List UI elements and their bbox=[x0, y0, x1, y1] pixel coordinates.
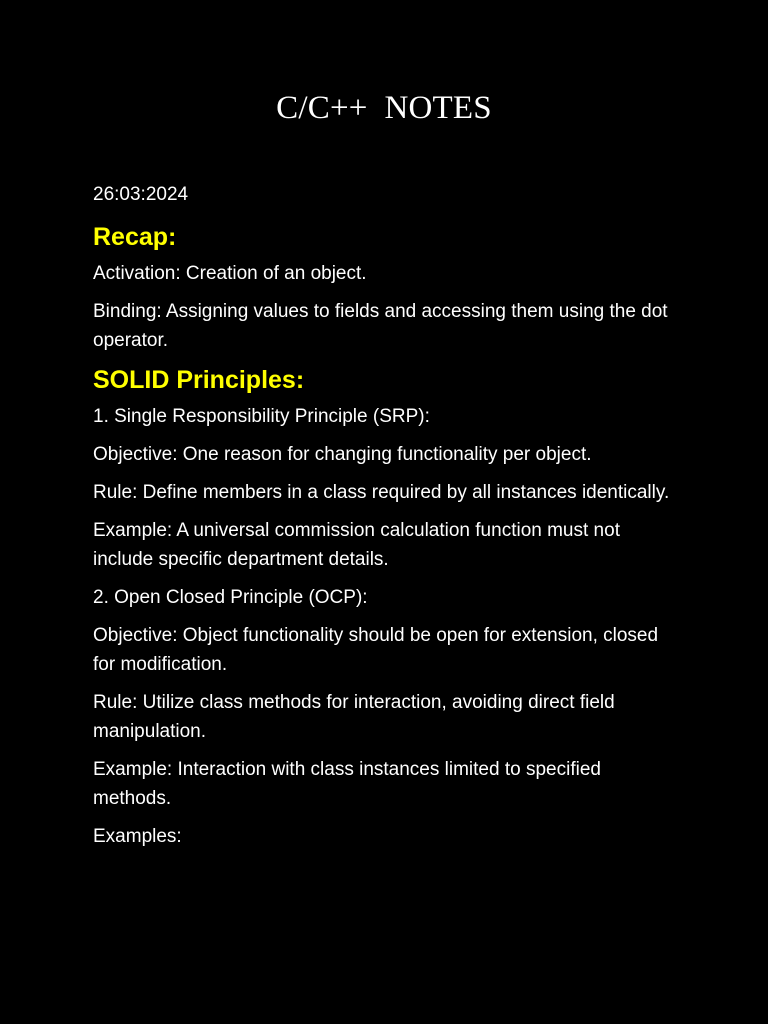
paragraph-activation: Activation: Creation of an object. bbox=[93, 263, 367, 284]
date-text: 26:03:2024 bbox=[93, 184, 189, 205]
paragraph-ocp-rule: Rule: Utilize class methods for interaction, avoiding direct field manipulation. bbox=[93, 692, 615, 742]
paragraph-ocp-objective: Objective: Object functionality should be open for extension, closed for modification. bbox=[93, 625, 659, 675]
paragraph-ocp-example: Example: Interaction with class instances limited to specified methods. bbox=[93, 759, 601, 809]
page-title: C/C++ NOTES bbox=[276, 90, 492, 126]
paragraph-srp-title: 1. Single Responsibility Principle (SRP): bbox=[93, 406, 430, 427]
section-heading-solid: SOLID Principles: bbox=[93, 366, 305, 394]
paragraph-srp-example: Example: A universal commission calculation function must not include specific department details. bbox=[93, 520, 620, 570]
paragraph-examples-label: Examples: bbox=[93, 826, 182, 847]
paragraph-ocp-title: 2. Open Closed Principle (OCP): bbox=[93, 587, 368, 608]
notes-content bbox=[93, 181, 683, 860]
paragraph-binding: Binding: Assigning values to fields and accessing them using the dot operator. bbox=[93, 301, 668, 351]
paragraph-srp-objective: Objective: One reason for changing functionality per object. bbox=[93, 444, 592, 465]
paragraph-srp-rule: Rule: Define members in a class required by all instances identically. bbox=[93, 482, 670, 503]
section-heading-recap: Recap: bbox=[93, 223, 177, 251]
